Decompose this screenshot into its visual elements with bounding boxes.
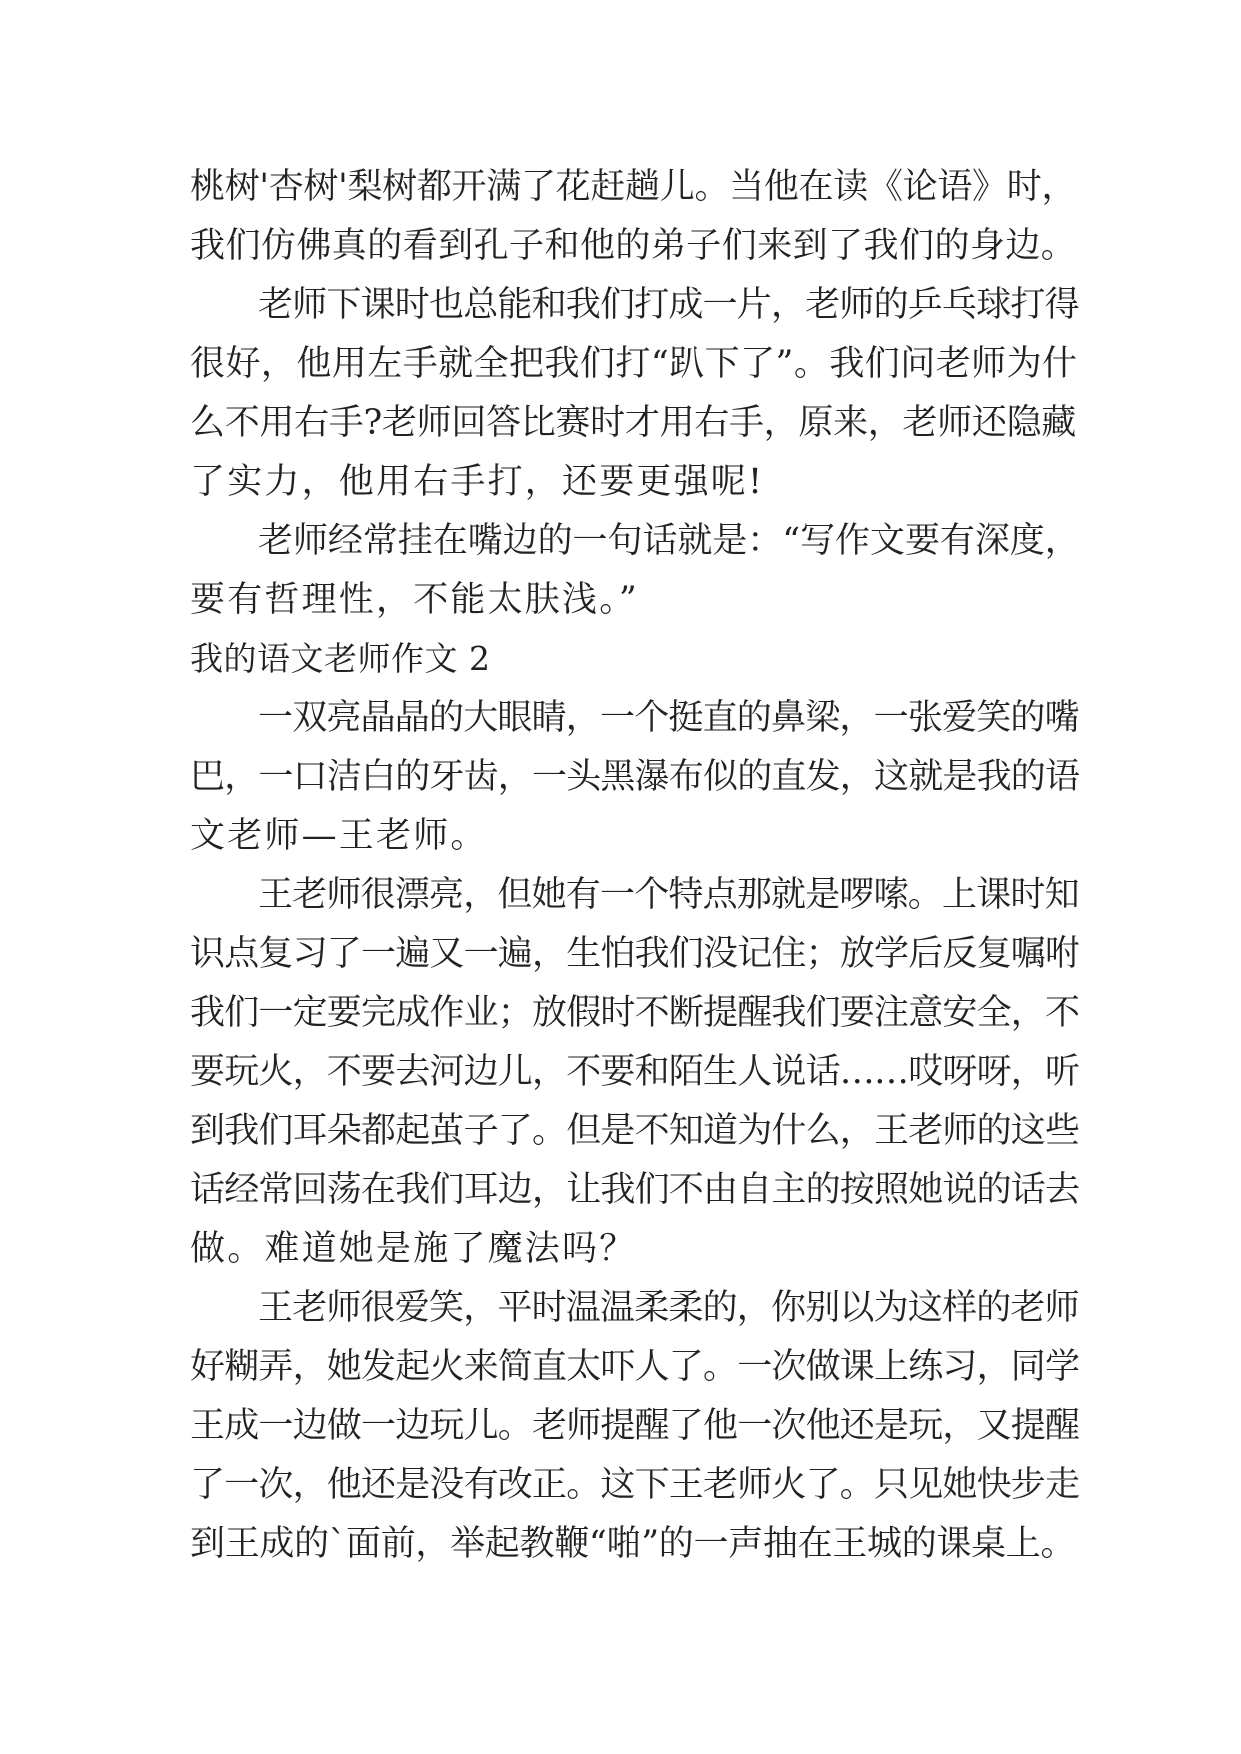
paragraph-first-line: 老师下课时也总能和我们打成一片，老师的乒乓球打得: [258, 285, 1079, 325]
text-line: 我们仿佛真的看到孔子和他的弟子们来到了我们的身边。: [190, 226, 1077, 266]
text-line: 到王成的`面前，举起教鞭“啪”的一声抽在王城的课桌上。: [190, 1524, 1076, 1564]
paragraph-first-line: 王老师很漂亮，但她有一个特点那就是啰嗦。上课时知: [258, 875, 1079, 915]
text-line: 我们一定要完成作业；放假时不断提醒我们要注意安全，不: [190, 993, 1080, 1033]
paragraph-first-line: 老师经常挂在嘴边的一句话就是：“写作文要有深度，: [258, 521, 1080, 561]
text-line: 要玩火，不要去河边儿，不要和陌生人说话……哎呀呀，听: [190, 1052, 1080, 1092]
text-line: 么不用右手?老师回答比赛时才用右手，原来，老师还隐藏: [190, 403, 1076, 443]
section-heading: 我的语文老师作文 2: [190, 639, 491, 678]
text-line: 王成一边做一边玩儿。老师提醒了他一次他还是玩，又提醒: [190, 1406, 1080, 1446]
text-line: 要有哲理性，不能太肤浅。”: [190, 580, 639, 620]
text-line: 做。难道她是施了魔法吗？: [190, 1229, 637, 1269]
paragraph-first-line: 王老师很爱笑，平时温温柔柔的，你别以为这样的老师: [258, 1288, 1079, 1328]
text-line: 了一次，他还是没有改正。这下王老师火了。只见她快步走: [190, 1465, 1080, 1505]
text-line: 巴，一口洁白的牙齿，一头黑瀑布似的直发，这就是我的语: [190, 757, 1080, 797]
text-line: 话经常回荡在我们耳边，让我们不由自主的按照她说的话去: [190, 1170, 1080, 1210]
text-line: 识点复习了一遍又一遍，生怕我们没记住；放学后反复嘱咐: [190, 934, 1080, 974]
text-line: 很好，他用左手就全把我们打“趴下了”。我们问老师为什: [190, 344, 1078, 384]
text-line: 桃树'杏树'梨树都开满了花赶趟儿。当他在读《论语》时，: [190, 167, 1077, 207]
text-line: 文老师—王老师。: [190, 816, 488, 856]
text-line: 了实力，他用右手打，还要更强呢!: [190, 462, 765, 502]
text-line: 到我们耳朵都起茧子了。但是不知道为什么，王老师的这些: [190, 1111, 1080, 1151]
paragraph-first-line: 一双亮晶晶的大眼睛，一个挺直的鼻梁，一张爱笑的嘴: [258, 698, 1079, 738]
text-line: 好糊弄，她发起火来简直太吓人了。一次做课上练习，同学: [190, 1347, 1080, 1387]
